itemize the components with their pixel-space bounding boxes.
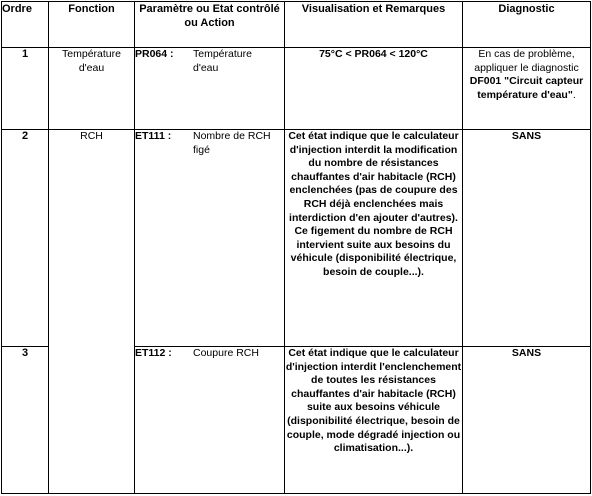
param-label: Température d'eau	[193, 48, 252, 74]
row-visualisation: Cet état indique que le calculateur d'injection interdit l'enclenchement de toutes les résistances chauffantes d'air habitacle (RCH) suite aux besoins véhicule (disponibilité électrique, besoin de couple, mode dégradé injection ou climatisation...).	[285, 347, 463, 494]
header-ordre: Ordre	[2, 2, 49, 48]
row-diagnostic	[463, 48, 591, 130]
param-code: ET111 :	[135, 130, 172, 142]
row-ordre: 2	[2, 130, 49, 347]
row-diagnostic: SANS	[463, 130, 591, 347]
param-code: ET112 :	[135, 347, 172, 359]
header-row	[2, 2, 591, 48]
table-row	[2, 48, 591, 130]
param-code: PR064 :	[135, 48, 174, 60]
header-fonction: Fonction	[49, 2, 135, 48]
table-row	[2, 130, 591, 347]
diagnostic-table	[1, 1, 591, 494]
param-label: Coupure RCH	[193, 347, 259, 359]
diagnostic-fault-code: DF001 "Circuit capteur température d'eau"	[469, 75, 584, 101]
row-parametre	[135, 347, 285, 494]
row-parametre	[135, 48, 285, 130]
header-visualisation: Visualisation et Remarques	[285, 2, 463, 48]
row-parametre	[135, 130, 285, 347]
diagnostic-text: En cas de problème, appliquer le diagnostic	[474, 48, 579, 74]
row-ordre: 3	[2, 347, 49, 494]
param-label: Nombre de RCH figé	[193, 130, 271, 156]
row-fonction-rch: RCH	[49, 130, 135, 494]
row-ordre: 1	[2, 48, 49, 130]
row-diagnostic: SANS	[463, 347, 591, 494]
header-diagnostic: Diagnostic	[463, 2, 591, 48]
header-parametre: Paramètre ou Etat contrôlé ou Action	[135, 2, 285, 48]
row-visualisation: Cet état indique que le calculateur d'injection interdit la modification du nombre de résistances chauffantes d'air habitacle (RCH) enclenchées (pas de coupure des RCH déjà enclenchées mais interdiction d'en ajouter d'autres). Ce figement du nombre de RCH intervient suite aux besoins du véhicule (disponibilité électrique, besoin de couple...).	[285, 130, 463, 347]
row-fonction: Température d'eau	[49, 48, 135, 130]
row-visualisation: 75°C < PR064 < 120°C	[285, 48, 463, 130]
diagnostic-period: .	[572, 88, 576, 101]
